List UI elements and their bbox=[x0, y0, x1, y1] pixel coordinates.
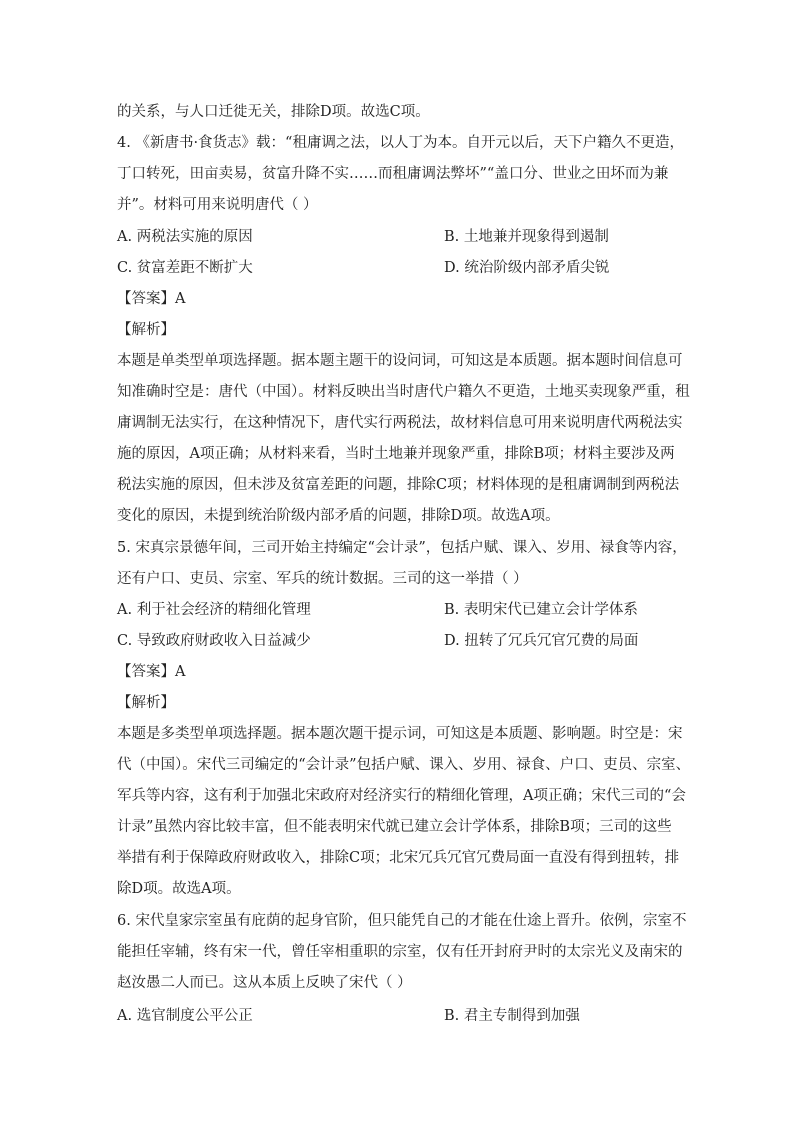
q4-analysis-line-3: 庸调制无法实行，在这种情况下，唐代实行两税法，故材料信息可用来说明唐代两税法实 bbox=[117, 415, 683, 431]
continuation-text: 的关系，与人口迁徙无关，排除D项。故选C项。 bbox=[117, 104, 430, 120]
q4-option-d: D. 统治阶级内部矛盾尖锐 bbox=[444, 260, 610, 276]
q5-analysis-line-1: 本题是多类型单项选择题。据本题次题干提示词，可知这是本质题、影响题。时空是：宋 bbox=[117, 726, 683, 742]
q4-stem-line-3: 并”。材料可用来说明唐代（ ） bbox=[117, 197, 318, 213]
q4-analysis-line-5: 税法实施的原因，但未涉及贫富差距的问题，排除C项；材料体现的是租庸调制到两税法 bbox=[117, 477, 680, 493]
q5-analysis-line-5: 举措有利于保障政府财政收入，排除C项；北宋冗兵冗官冗费局面一直没有得到扭转，排 bbox=[117, 850, 680, 866]
q4-analysis-line-2: 知准确时空是：唐代（中国）。材料反映出当时唐代户籍久不更造，土地买卖现象严重，租 bbox=[117, 384, 690, 400]
q4-option-c: C. 贫富差距不断扩大 bbox=[117, 260, 253, 276]
q4-analysis-line-1: 本题是单类型单项选择题。据本题主题干的设问词，可知这是本质题。据本题时间信息可 bbox=[117, 353, 683, 369]
q4-analysis-label: 【解析】 bbox=[117, 322, 175, 338]
q6-stem-line-1: 6. 宋代皇家宗室虽有庇荫的起身官阶，但只能凭自己的才能在仕途上晋升。依例，宗室不 bbox=[117, 913, 687, 929]
q6-stem-line-3: 赵汝愚二人而已。这从本质上反映了宋代（ ） bbox=[117, 975, 412, 991]
q5-analysis-line-2: 代（中国）。宋代三司编定的“会计录”包括户赋、课入、岁用、禄食、户口、吏员、宗室、 bbox=[117, 757, 691, 773]
q5-option-a: A. 利于社会经济的精细化管理 bbox=[117, 602, 311, 618]
q5-options-row-1 bbox=[117, 600, 677, 620]
q4-analysis-line-4: 施的原因，A项正确；从材料来看，当时土地兼并现象严重，排除B项；材料主要涉及两 bbox=[117, 446, 675, 462]
q4-answer: 【答案】A bbox=[117, 291, 186, 307]
q5-option-d: D. 扭转了冗兵冗官冗费的局面 bbox=[444, 633, 639, 649]
q6-option-a: A. 选官制度公平公正 bbox=[117, 1008, 253, 1024]
q4-stem-line-1: 4. 《新唐书·食货志》载：“租庸调之法，以人丁为本。自开元以后，天下户籍久不更造， bbox=[117, 135, 684, 151]
q5-answer: 【答案】A bbox=[117, 664, 186, 680]
q5-analysis-line-6: 除D项。故选A项。 bbox=[117, 881, 241, 897]
q4-stem-line-2: 丁口转死，田亩卖易，贫富升降不实……而租庸调法弊坏”“盖口分、世业之田坏而为兼 bbox=[117, 166, 669, 182]
q5-stem-line-1: 5. 宋真宗景德年间，三司开始主持编定“会计录”，包括户赋、课入、岁用、禄食等内容， bbox=[117, 540, 687, 556]
q5-option-c: C. 导致政府财政收入日益减少 bbox=[117, 633, 311, 649]
q4-option-b: B. 土地兼并现象得到遏制 bbox=[444, 229, 609, 245]
q5-option-b: B. 表明宋代已建立会计学体系 bbox=[444, 602, 638, 618]
q6-options-row-1 bbox=[117, 1006, 677, 1026]
q4-options-row-1 bbox=[117, 227, 677, 247]
q5-options-row-2 bbox=[117, 631, 677, 651]
q5-stem-line-2: 还有户口、吏员、宗室、军兵的统计数据。三司的这一举措（ ） bbox=[117, 571, 528, 587]
q5-analysis-line-4: 计录”虽然内容比较丰富，但不能表明宋代就已建立会计学体系，排除B项；三司的这些 bbox=[117, 819, 672, 835]
q6-stem-line-2: 能担任宰辅，终有宋一代，曾任宰相重职的宗室，仅有任开封府尹时的太宗光义及南宋的 bbox=[117, 944, 683, 960]
q5-analysis-line-3: 军兵等内容，这有利于加强北宋政府对经济实行的精细化管理，A项正确；宋代三司的“会 bbox=[117, 788, 686, 804]
q5-analysis-label: 【解析】 bbox=[117, 695, 175, 711]
q4-options-row-2 bbox=[117, 258, 677, 278]
q4-option-a: A. 两税法实施的原因 bbox=[117, 229, 253, 245]
q4-analysis-line-6: 变化的原因，未提到统治阶级内部矛盾的问题，排除D项。故选A项。 bbox=[117, 508, 560, 524]
q6-option-b: B. 君主专制得到加强 bbox=[444, 1008, 580, 1024]
